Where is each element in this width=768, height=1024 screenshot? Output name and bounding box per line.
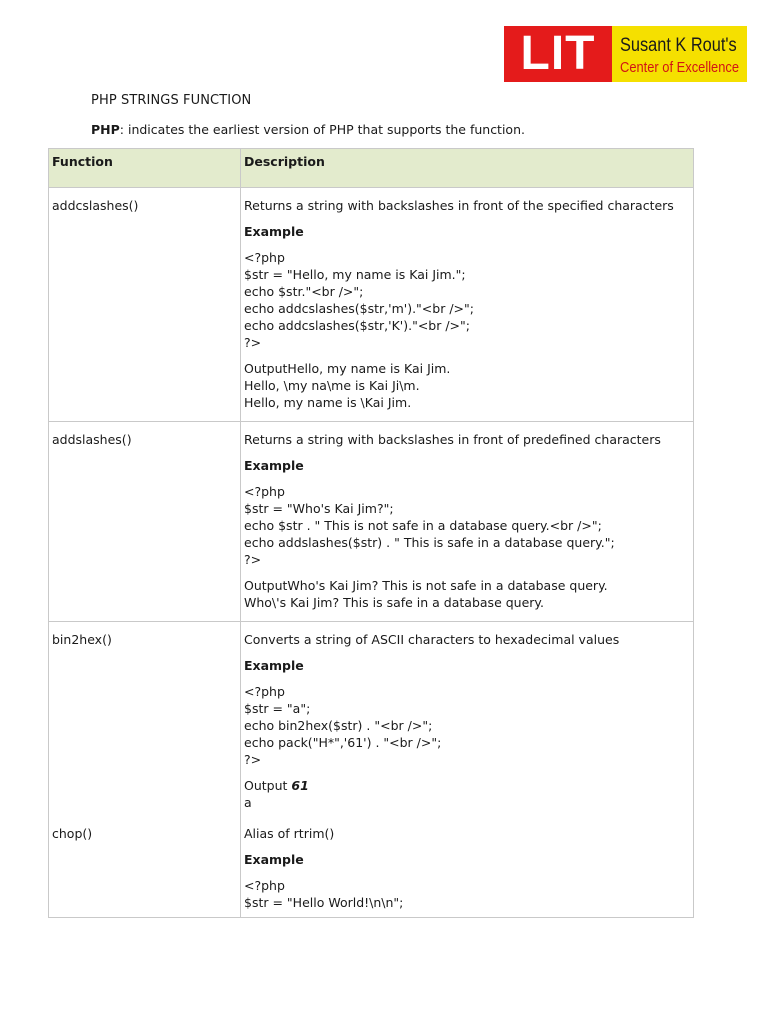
example-output <box>244 777 690 811</box>
lit-logo-mark <box>504 26 612 82</box>
table-row <box>49 422 694 622</box>
output-value: 61 <box>291 778 309 793</box>
logo-tagline: Center of Excellence <box>620 59 740 76</box>
header-function: Function <box>49 149 241 188</box>
table-row <box>49 622 694 822</box>
function-description-cell <box>241 821 694 918</box>
function-description-cell <box>241 188 694 422</box>
example-code: <?php $str = "Who's Kai Jim?"; echo $str . " This is not safe in a database query.<br />"; echo addslashes($str) . " This is safe in a database query."; ?> <box>244 484 615 567</box>
function-name: addcslashes() <box>49 188 241 422</box>
function-name: chop() <box>49 821 241 918</box>
output-label: Output <box>244 778 292 793</box>
function-description-cell <box>241 622 694 822</box>
example-output: OutputWho's Kai Jim? This is not safe in a database query. Who\'s Kai Jim? This is safe in a database query. <box>244 578 608 610</box>
description-text: Returns a string with backslashes in front of the specified characters <box>244 198 674 213</box>
function-description-cell <box>241 422 694 622</box>
subtitle-text: : indicates the earliest version of PHP that supports the function. <box>119 122 525 137</box>
subtitle-bold: PHP <box>91 122 120 137</box>
logo-name: Susant K Rout's <box>620 35 737 56</box>
function-name: bin2hex() <box>49 622 241 822</box>
table-header-row <box>49 149 694 188</box>
output-line: a <box>244 795 252 810</box>
functions-table <box>48 148 694 918</box>
header-description: Description <box>241 149 694 188</box>
table-row <box>49 188 694 422</box>
example-label: Example <box>244 852 304 867</box>
example-label: Example <box>244 658 304 673</box>
example-label: Example <box>244 224 304 239</box>
description-text: Alias of rtrim() <box>244 826 335 841</box>
table-row <box>49 821 694 918</box>
example-code: <?php $str = "a"; echo bin2hex($str) . "<br />"; echo pack("H*",'61') . "<br />"; ?> <box>244 684 442 767</box>
description-text: Returns a string with backslashes in front of predefined characters <box>244 432 661 447</box>
logo-mark-text: LIT <box>520 27 596 80</box>
lit-logo <box>504 26 747 82</box>
example-code: <?php $str = "Hello World!\n\n"; <box>244 878 404 910</box>
page-subtitle <box>91 122 525 137</box>
function-name: addslashes() <box>49 422 241 622</box>
example-label: Example <box>244 458 304 473</box>
example-output: OutputHello, my name is Kai Jim. Hello, \my na\me is Kai Ji\m. Hello, my name is \Kai Jim. <box>244 361 451 410</box>
description-text: Converts a string of ASCII characters to hexadecimal values <box>244 632 620 647</box>
page-title: PHP STRINGS FUNCTION <box>91 93 252 108</box>
example-code: <?php $str = "Hello, my name is Kai Jim."; echo $str."<br />"; echo addcslashes($str,'m')."<br />"; echo addcslashes($str,'K')."<br />"; ?> <box>244 250 474 350</box>
